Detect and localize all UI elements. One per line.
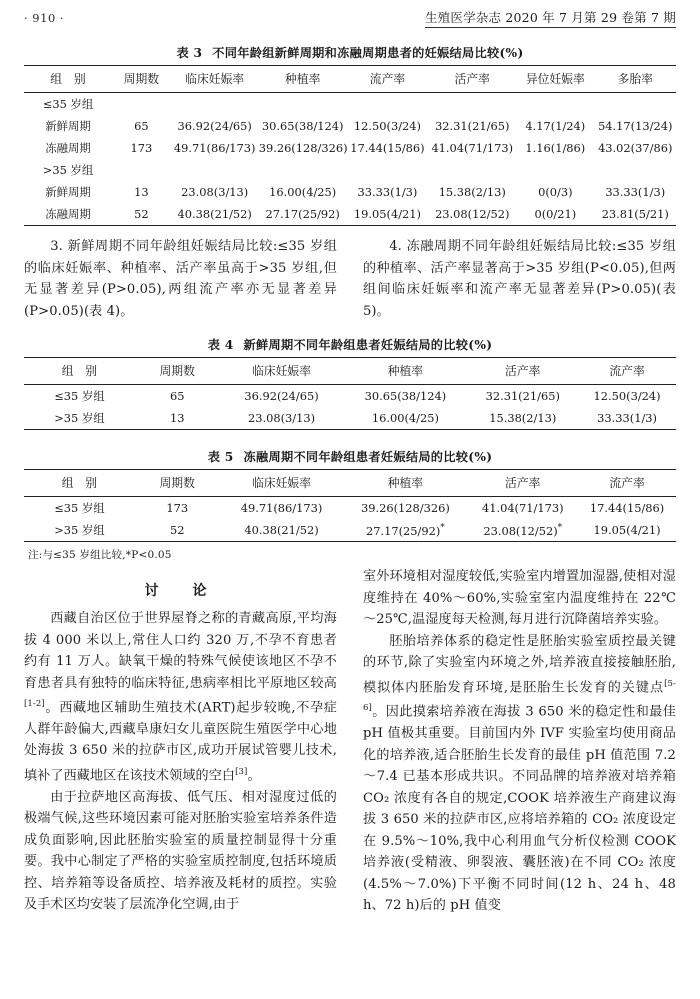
cell-live-birth: 15.38(2/13) (489, 411, 557, 425)
table-row (24, 181, 676, 203)
table-5-caption (24, 448, 676, 465)
paragraph-text: 。因此摸索培养液在海拔 3 650 米的稳定性和最佳 pH 值极其重要。目前国内外 IVF 实验室均使用商品化的培养液,适合胚胎生长发育的最佳 pH 值范围 7.2～7.4 已基本形成共识。不同品牌的培养液对培养箱 CO₂ 浓度有各自的规定,COOK 培养液生产商建议海拔 3 650 米的拉萨市区,应将培养箱的 CO₂ 浓度设定在 9.5%～10%,我中心利用血气分析仪检测 COOK 培养液(受精液、卵裂液、囊胚液)在不同 CO₂ 浓度(4.5%～7.0%)下平衡不同时间(12 h、24 h、48 h、72 h)后的 pH 值变 (363, 704, 676, 914)
table-3-caption (24, 44, 676, 61)
section-heading-discussion: 讨 论 (144, 583, 217, 599)
col-header-group: 组 别 (50, 72, 86, 86)
cell-cycles: 65 (169, 389, 185, 403)
col-header-live-birth: 活产率 (454, 72, 490, 86)
table-5-number: 表 5 (207, 450, 234, 464)
row-label: 冻融周期 (45, 141, 91, 155)
group-label-le35: ≤35 岁组 (42, 97, 94, 111)
discussion-column-left (24, 566, 337, 917)
col-header-clinical-pregnancy: 临床妊娠率 (252, 476, 312, 490)
cell-clinical-pregnancy: 40.38(21/52) (244, 523, 319, 537)
cell-abortion: 17.44(15/86) (350, 141, 425, 155)
table-5-title: 冻融周期不同年龄组患者妊娠结局的比较(%) (243, 450, 493, 464)
mid-column-left (24, 236, 337, 322)
row-label: >35 岁组 (54, 523, 105, 537)
table-3-block (24, 44, 676, 226)
cell-clinical-pregnancy: 36.92(24/65) (177, 119, 252, 133)
cell-abortion: 17.44(15/86) (589, 501, 665, 515)
paragraph-text: 西藏自治区位于世界屋脊之称的青藏高原,平均海拔 4 000 米以上,常住人口约 320 万,不孕不育患者约有 11 万人。缺氧干燥的特殊气候使该地区不孕不育患者具有独特的临床特征,患病率相比平原地区较高 (24, 611, 337, 691)
row-label: >35 岁组 (54, 411, 105, 425)
table-3 (24, 65, 676, 226)
cell-abortion: 33.33(1/3) (357, 185, 418, 199)
reference-marker: [3] (235, 766, 248, 777)
cell-cycles: 13 (134, 185, 149, 199)
col-header-implantation: 种植率 (387, 476, 424, 490)
reference-marker: [5-6] (363, 678, 676, 714)
running-head (24, 0, 676, 34)
cell-clinical-pregnancy: 49.71(86/173) (173, 141, 256, 155)
mid-column-right (363, 236, 676, 322)
significance-marker: * (440, 522, 445, 533)
table-4-block (24, 336, 676, 430)
row-label: ≤35 岁组 (54, 389, 105, 403)
discussion-paragraph-3: 室外环境相对湿度较低,实验室内增置加湿器,使相对湿度维持在 40%～60%,实验室室内温度维持在 22℃～25℃,温湿度每天检测,每月进行沉降菌培养实验。 (363, 569, 676, 627)
col-header-clinical-pregnancy: 临床妊娠率 (185, 72, 245, 86)
col-header-live-birth: 活产率 (505, 476, 541, 490)
cell-live-birth: 32.31(21/65) (485, 389, 560, 403)
discussion-paragraph-1 (24, 608, 337, 787)
cell-multiple: 23.81(5/21) (601, 207, 669, 221)
cell-clinical-pregnancy: 40.38(21/52) (177, 207, 252, 221)
cell-implantation: 39.26(128/326) (258, 141, 348, 155)
group-label-gt35: >35 岁组 (42, 163, 94, 177)
paragraph-text: 。 (247, 768, 261, 784)
row-label: 新鲜周期 (45, 185, 91, 199)
discussion-paragraph-2: 由于拉萨地区高海拔、低气压、相对湿度过低的极端气候,这些环境因素可能对胚胎实验室培养条件造成负面影响,因此胚胎实验室的质量控制显得十分重要。我中心制定了严格的实验室质控制度,包括环境质控、培养箱等设备质控、培养液及耗材的质控。实验及手术区均安装了层流净化空调,由于 (24, 789, 337, 913)
cell-implantation: 30.65(38/124) (364, 389, 447, 403)
page-number: · 910 · (24, 11, 65, 25)
cell-implantation: 27.17(25/92) (265, 207, 340, 221)
col-header-cycles: 周期数 (159, 476, 195, 490)
cell-cycles: 52 (134, 207, 149, 221)
cell-cycles: 173 (166, 501, 189, 515)
cell-implantation: 16.00(4/25) (269, 185, 337, 199)
cell-abortion: 19.05(4/21) (353, 207, 421, 221)
col-header-implantation: 种植率 (285, 72, 321, 86)
row-label: 新鲜周期 (45, 119, 91, 133)
table-4 (24, 357, 676, 430)
col-header-live-birth: 活产率 (505, 364, 541, 378)
col-header-abortion: 流产率 (609, 476, 645, 490)
cell-live-birth: 15.38(2/13) (438, 185, 506, 199)
cell-cycles: 173 (130, 141, 153, 155)
paragraph-text: 胚胎培养体系的稳定性是胚胎实验室质控最关键的环节,除了实验室内环境之外,培养液直接接触胚胎,模拟体内胚胎发育环境,是胚胎生长发育的关键点 (363, 633, 676, 695)
cell-live-birth: 23.08(12/52) (435, 207, 510, 221)
cell-abortion: 12.50(3/24) (593, 389, 661, 403)
row-label: ≤35 岁组 (54, 501, 105, 515)
cell-cycles: 65 (134, 119, 149, 133)
table-row (24, 115, 676, 137)
cell-live-birth: 41.04(71/173) (431, 141, 514, 155)
table-4-number: 表 4 (207, 338, 234, 352)
table-5-header-row (24, 470, 676, 497)
table-3-title: 不同年龄组新鲜周期和冻融周期患者的妊娠结局比较(%) (212, 46, 524, 60)
cell-ectopic: 4.17(1/24) (525, 119, 586, 133)
cell-clinical-pregnancy: 23.08(3/13) (247, 411, 316, 425)
cell-abortion: 12.50(3/24) (353, 119, 421, 133)
cell-ectopic: 0(0/21) (534, 207, 577, 221)
reference-marker: [1-2] (24, 699, 45, 709)
table-5-note: 注:与≤35 岁组比较,*P<0.05 (28, 549, 172, 561)
table-5 (24, 469, 676, 542)
cell-live-birth (467, 519, 578, 542)
cell-implantation: 16.00(4/25) (371, 411, 439, 425)
cell-implantation: 39.26(128/326) (360, 501, 450, 515)
table-4-caption (24, 336, 676, 353)
cell-clinical-pregnancy: 23.08(3/13) (181, 185, 249, 199)
cell-value: 27.17(25/92) (365, 523, 441, 538)
col-header-abortion: 流产率 (609, 364, 645, 378)
cell-multiple: 33.33(1/3) (605, 185, 666, 199)
row-label: 冻融周期 (45, 207, 91, 221)
cell-clinical-pregnancy: 49.71(86/173) (240, 501, 323, 515)
cell-cycles: 13 (169, 411, 185, 425)
cell-value: 23.08(12/52) (483, 523, 558, 538)
cell-live-birth: 41.04(71/173) (481, 501, 564, 515)
paragraph-text: 。西藏地区辅助生殖技术(ART)起步较晚,不孕症人群年龄偏大,西藏阜康妇女儿童医院生殖医学中心地处海拔 3 650 米的拉萨市区,成功开展试管婴儿技术,填补了西藏地区在该技术领域的空白 (24, 700, 337, 784)
journal-citation: 生殖医学杂志 2020 年 7 月第 29 卷第 7 期 (425, 8, 676, 28)
table-4-header-row (24, 358, 676, 385)
discussion-columns (24, 566, 676, 917)
table-5-block (24, 448, 676, 562)
cell-live-birth: 32.31(21/65) (435, 119, 510, 133)
mid-columns (24, 236, 676, 322)
cell-ectopic: 0(0/3) (538, 185, 573, 199)
table-3-header-row (24, 66, 676, 93)
table-row (24, 385, 676, 408)
col-header-group: 组 别 (61, 364, 98, 378)
table-row-group-label (24, 93, 676, 116)
col-header-multiple: 多胎率 (617, 72, 653, 86)
cell-implantation (343, 519, 467, 542)
discussion-column-right (363, 566, 676, 917)
cell-clinical-pregnancy: 36.92(24/65) (244, 389, 319, 403)
significance-marker: * (557, 522, 563, 533)
table-row (24, 519, 676, 542)
cell-implantation: 30.65(38/124) (261, 119, 344, 133)
table-row-group-label (24, 159, 676, 181)
table-row (24, 497, 676, 520)
cell-multiple: 43.02(37/86) (598, 141, 673, 155)
cell-ectopic: 1.16(1/86) (525, 141, 586, 155)
cell-multiple: 54.17(13/24) (598, 119, 673, 133)
col-header-abortion: 流产率 (369, 72, 406, 86)
col-header-group: 组 别 (61, 476, 98, 490)
discussion-paragraph-4 (363, 631, 676, 917)
table-3-number: 表 3 (176, 46, 203, 60)
cell-cycles: 52 (169, 523, 185, 537)
cell-abortion: 19.05(4/21) (593, 523, 661, 537)
col-header-ectopic: 异位妊娠率 (525, 72, 585, 86)
paragraph-item-3: 3. 新鲜周期不同年龄组妊娠结局比较:≤35 岁组的临床妊娠率、种植率、活产率虽高于>35 岁组,但无显著差异(P>0.05),两组流产率亦无显著差异(P>0.05)(表 4)。 (24, 239, 337, 319)
paragraph-item-4: 4. 冻融周期不同年龄组妊娠结局比较:≤35 岁组的种植率、活产率显著高于>35 岁组(P<0.05),但两组间临床妊娠率和流产率无显著差异(P>0.05)(表 5)。 (363, 239, 676, 319)
table-row (24, 137, 676, 159)
cell-abortion: 33.33(1/3) (597, 411, 657, 425)
col-header-cycles: 周期数 (123, 72, 160, 86)
col-header-clinical-pregnancy: 临床妊娠率 (252, 364, 312, 378)
col-header-implantation: 种植率 (387, 364, 424, 378)
table-row (24, 407, 676, 430)
table-4-title: 新鲜周期不同年龄组患者妊娠结局的比较(%) (243, 338, 493, 352)
table-row (24, 203, 676, 226)
col-header-cycles: 周期数 (159, 364, 195, 378)
